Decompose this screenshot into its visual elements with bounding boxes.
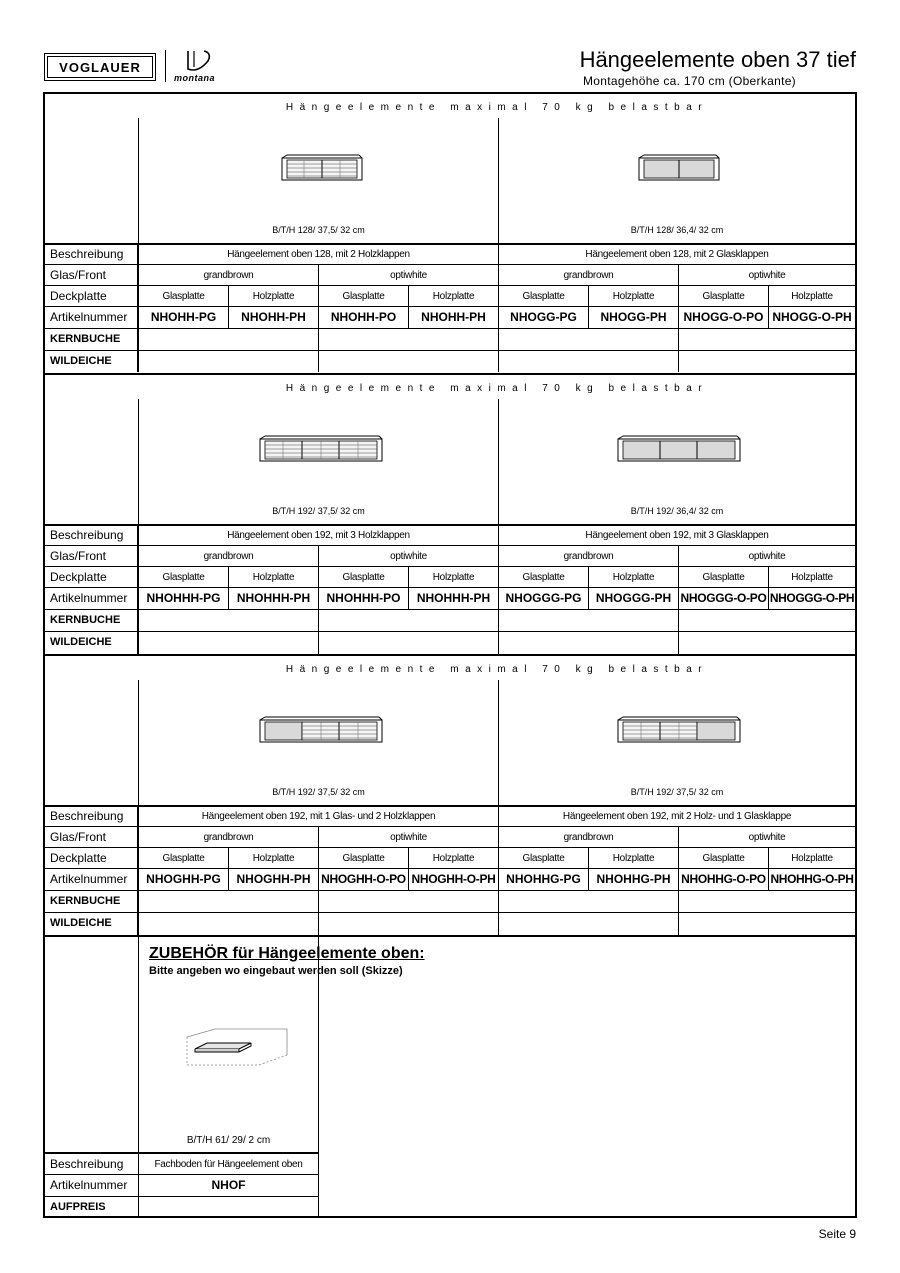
load-note: Hängeelemente maximal 70 kg belastbar [285, 383, 709, 394]
label-artikelnummer: Artikelnummer [50, 872, 128, 886]
front-cell: optiwhite [390, 831, 427, 843]
montana-logo-text: montana [174, 73, 216, 83]
article-number: NHOHH-PH [421, 310, 486, 324]
label-kernbuche: KERNBUCHE [50, 614, 121, 626]
label-beschreibung: Beschreibung [50, 528, 124, 542]
voglauer-logo-text: VOGLAUER [47, 56, 153, 78]
deck-cell: Glasplatte [162, 571, 205, 583]
product-table [43, 92, 857, 1218]
dimension-label: B/T/H 192/ 37,5/ 32 cm [272, 787, 365, 797]
dimension-label: B/T/H 61/ 29/ 2 cm [186, 1135, 271, 1146]
shelf-board-icon [185, 1027, 291, 1071]
front-cell: optiwhite [748, 269, 786, 281]
front-cell: grandbrown [203, 831, 254, 843]
label-wildeiche: WILDEICHE [50, 917, 112, 929]
article-number: NHOGHH-PH [236, 872, 311, 886]
dimension-label: B/T/H 128/ 36,4/ 32 cm [630, 225, 724, 235]
front-cell: grandbrown [203, 269, 254, 281]
deck-cell: Holzplatte [612, 571, 655, 583]
front-cell: grandbrown [563, 550, 614, 562]
article-number: NHOHHH-PH [236, 591, 311, 605]
label-glas-front: Glas/Front [50, 268, 107, 282]
article-number: NHOGG-PG [510, 310, 577, 324]
deck-cell: Holzplatte [791, 852, 833, 864]
page-subtitle: Montagehöhe ca. 170 cm (Oberkante) [583, 74, 796, 88]
deck-cell: Glasplatte [342, 290, 385, 302]
article-number: NHOGG-PH [600, 310, 667, 324]
article-number: NHOHHH-PG [146, 591, 221, 605]
article-number: NHOF [211, 1178, 246, 1192]
article-number: NHOGHH-O-PH [411, 872, 496, 886]
article-number: NHOGGG-O-PH [769, 591, 855, 605]
front-cell: optiwhite [748, 831, 786, 843]
dimension-label: B/T/H 128/ 37,5/ 32 cm [272, 225, 365, 235]
article-number: NHOGGG-PH [595, 591, 672, 605]
article-number: NHOGHH-PG [146, 872, 221, 886]
front-cell: optiwhite [748, 550, 786, 562]
deck-cell: Glasplatte [342, 852, 385, 864]
cabinet-3-glass-flaps-icon [617, 435, 741, 463]
product-section-1 [45, 94, 855, 372]
deck-cell: Glasplatte [522, 571, 565, 583]
page-number: Seite 9 [818, 1227, 856, 1241]
article-number: NHOHHG-O-PO [681, 872, 766, 886]
deck-cell: Glasplatte [162, 290, 205, 302]
deck-cell: Holzplatte [252, 852, 295, 864]
deck-cell: Glasplatte [702, 852, 745, 864]
deck-cell: Glasplatte [162, 852, 205, 864]
deck-cell: Holzplatte [612, 290, 655, 302]
description-cell: Hängeelement oben 192, mit 2 Holz- und 1 Glasklappe [562, 810, 792, 822]
dimension-label: B/T/H 192/ 37,5/ 32 cm [272, 506, 365, 516]
article-number: NHOHH-PO [330, 310, 397, 324]
article-number: NHOHHG-PH [596, 872, 671, 886]
deck-cell: Glasplatte [342, 571, 385, 583]
label-beschreibung: Beschreibung [50, 1157, 124, 1171]
article-number: NHOGHH-O-PO [321, 872, 406, 886]
front-cell: grandbrown [563, 269, 614, 281]
description-cell: Hängeelement oben 128, mit 2 Glasklappen [585, 248, 769, 260]
label-aufpreis: AUFPREIS [50, 1201, 106, 1213]
label-kernbuche: KERNBUCHE [50, 895, 121, 907]
cabinet-glass-wood-wood-icon [259, 716, 383, 744]
label-glas-front: Glas/Front [50, 549, 107, 563]
article-number: NHOHHG-O-PH [770, 872, 854, 886]
voglauer-logo [44, 53, 156, 81]
deck-cell: Holzplatte [252, 290, 295, 302]
deck-cell: Holzplatte [432, 571, 475, 583]
cabinet-wood-wood-glass-icon [617, 716, 741, 744]
accessory-section [45, 935, 855, 1218]
label-artikelnummer: Artikelnummer [50, 1178, 128, 1192]
description-cell: Hängeelement oben 128, mit 2 Holzklappen [227, 248, 410, 260]
deck-cell: Holzplatte [252, 571, 295, 583]
description-cell: Fachboden für Hängeelement oben [154, 1158, 303, 1170]
article-number: NHOGG-O-PO [683, 310, 764, 324]
load-note: Hängeelemente maximal 70 kg belastbar [285, 102, 709, 113]
deck-cell: Glasplatte [522, 290, 565, 302]
label-deckplatte: Deckplatte [50, 570, 107, 584]
description-cell: Hängeelement oben 192, mit 3 Holzklappen [227, 529, 410, 541]
article-number: NHOGG-O-PH [772, 310, 852, 324]
front-cell: grandbrown [563, 831, 614, 843]
cabinet-3-wood-flaps-icon [259, 435, 383, 463]
label-glas-front: Glas/Front [50, 830, 107, 844]
dimension-label: B/T/H 192/ 37,5/ 32 cm [630, 787, 724, 797]
deck-cell: Holzplatte [612, 852, 655, 864]
article-number: NHOGGG-O-PO [680, 591, 767, 605]
page-title: Hängeelemente oben 37 tief [579, 47, 856, 72]
front-cell: optiwhite [390, 269, 427, 281]
label-beschreibung: Beschreibung [50, 809, 124, 823]
label-artikelnummer: Artikelnummer [50, 310, 128, 324]
label-deckplatte: Deckplatte [50, 851, 107, 865]
dimension-label: B/T/H 192/ 36,4/ 32 cm [630, 506, 724, 516]
cabinet-2-glass-flaps-icon [638, 154, 720, 182]
deck-cell: Holzplatte [432, 852, 475, 864]
accessory-title: ZUBEHÖR für Hängeelemente oben: [149, 945, 425, 962]
article-number: NHOHH-PG [150, 310, 217, 324]
product-section-2 [45, 373, 855, 655]
description-cell: Hängeelement oben 192, mit 1 Glas- und 2 Holzklappen [201, 810, 436, 822]
front-cell: optiwhite [390, 550, 427, 562]
description-cell: Hängeelement oben 192, mit 3 Glasklappen [585, 529, 769, 541]
deck-cell: Holzplatte [791, 290, 833, 302]
deck-cell: Holzplatte [791, 571, 833, 583]
label-wildeiche: WILDEICHE [50, 636, 112, 648]
product-section-3 [45, 654, 855, 936]
load-note: Hängeelemente maximal 70 kg belastbar [285, 664, 709, 675]
article-number: NHOHHH-PO [326, 591, 401, 605]
deck-cell: Glasplatte [702, 290, 745, 302]
article-number: NHOGGG-PG [505, 591, 582, 605]
cabinet-2-wood-flaps-icon [281, 154, 363, 182]
article-number: NHOHHG-PG [506, 872, 581, 886]
deck-cell: Glasplatte [522, 852, 565, 864]
article-number: NHOHHH-PH [416, 591, 491, 605]
label-kernbuche: KERNBUCHE [50, 333, 121, 345]
deck-cell: Holzplatte [432, 290, 475, 302]
label-artikelnummer: Artikelnummer [50, 591, 128, 605]
logo-separator [165, 50, 166, 82]
article-number: NHOHH-PH [241, 310, 306, 324]
front-cell: grandbrown [203, 550, 254, 562]
label-deckplatte: Deckplatte [50, 289, 107, 303]
accessory-subtitle: Bitte angeben wo eingebaut werden soll (Skizze) [149, 965, 403, 977]
label-wildeiche: WILDEICHE [50, 355, 112, 367]
deck-cell: Glasplatte [702, 571, 745, 583]
label-beschreibung: Beschreibung [50, 247, 124, 261]
